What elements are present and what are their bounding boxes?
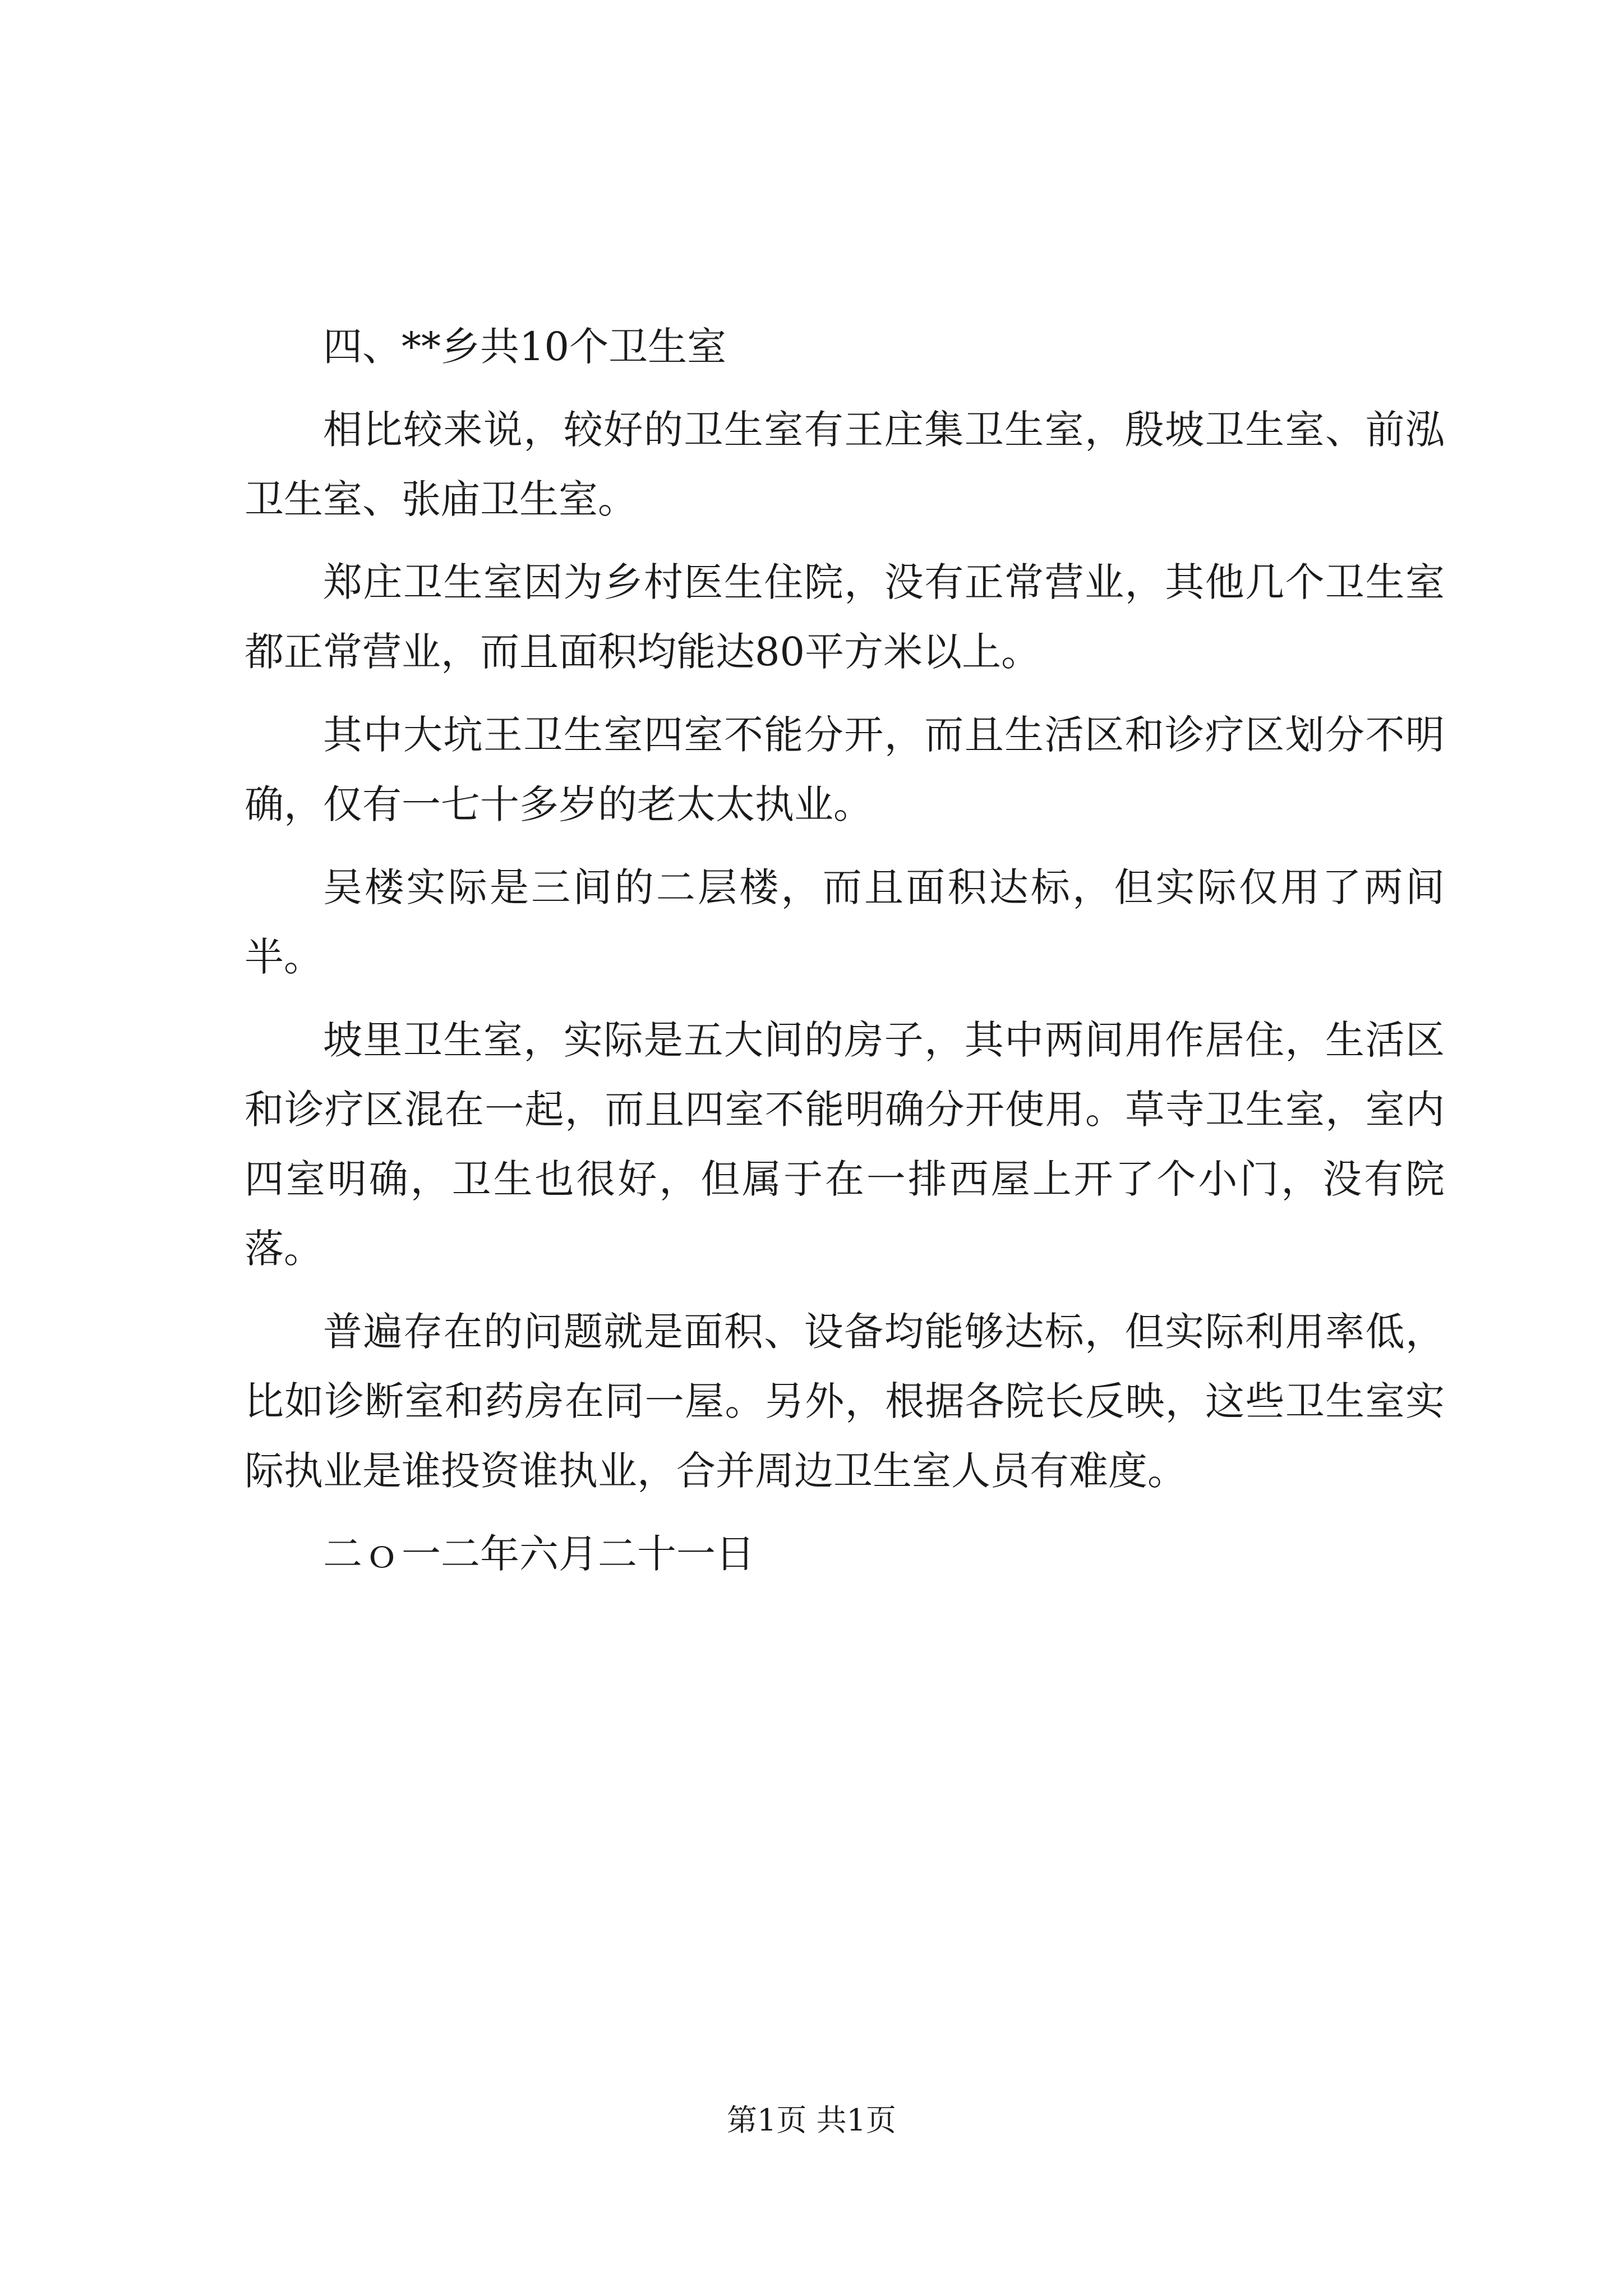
paragraph: 吴楼实际是三间的二层楼，而且面积达标，但实际仅用了两间半。 — [245, 864, 1445, 980]
paragraph: 普遍存在的问题就是面积、设备均能够达标，但实际利用率低，比如诊断室和药房在同一屋。另外，根据各院长反映，这些卫生室实际执业是谁投资谁执业，合并周边卫生室人员有难度。 — [245, 1309, 1445, 1494]
paragraph: 其中大坑王卫生室四室不能分开，而且生活区和诊疗区划分不明确，仅有一七十多岁的老太太执业。 — [245, 712, 1445, 827]
section-heading: 四、**乡共10个卫生室 — [323, 324, 727, 370]
page-number: 第1页 共1页 — [727, 2102, 896, 2138]
document-body — [245, 312, 1445, 1602]
paragraph: 郑庄卫生室因为乡村医生住院，没有正常营业，其他几个卫生室都正常营业，而且面积均能达80平方米以上。 — [245, 559, 1445, 675]
paragraph: 相比较来说，较好的卫生室有王庄集卫生室，殷坡卫生室、前泓卫生室、张庙卫生室。 — [245, 407, 1445, 522]
document-date: 二ｏ一二年六月二十一日 — [323, 1531, 755, 1577]
paragraph: 坡里卫生室，实际是五大间的房子，其中两间用作居住，生活区和诊疗区混在一起，而且四室不能明确分开使用。草寺卫生室，室内四室明确，卫生也很好，但属于在一排西屋上开了个小门，没有院落。 — [245, 1017, 1445, 1272]
